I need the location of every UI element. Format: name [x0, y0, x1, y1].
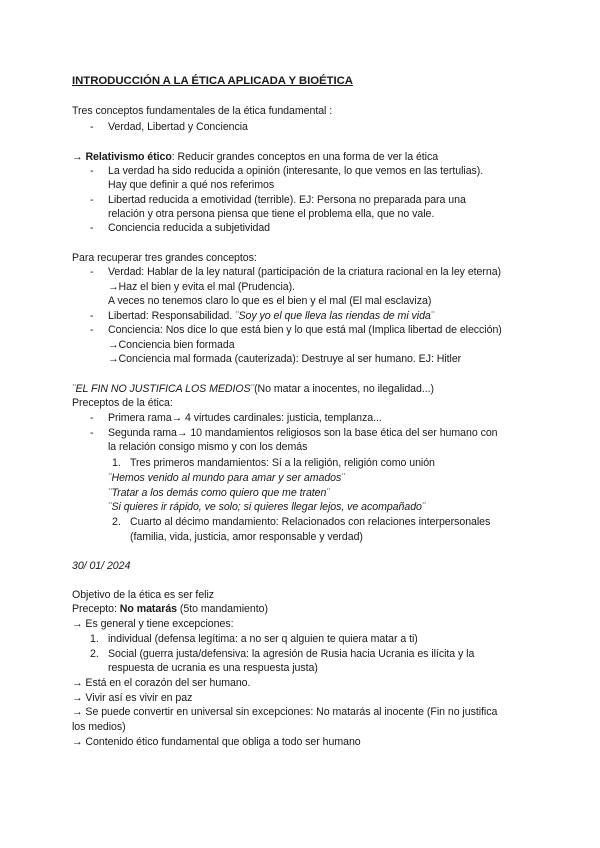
sec5-num2-b: respuesta de ucrania es una respuesta justa) [108, 662, 318, 674]
libertad-quote: ¨Soy yo el que lleva las riendas de mi vida¨ [235, 310, 435, 322]
sec5-line1: Objetivo de la ética es ser feliz [72, 589, 215, 601]
sec3-intro: Para recuperar tres grandes conceptos: [72, 252, 257, 264]
list-number: 2. [90, 648, 99, 660]
bullet-dash: - [90, 324, 94, 336]
sec4-num2-b: (familia, vida, justicia, amor responsable y verdad) [130, 531, 363, 543]
sec5-line6-b: los medios) [72, 721, 126, 733]
bullet-dash: - [90, 194, 94, 206]
sec4-bullet2-a: Segunda rama→ 10 mandamientos religiosos son la base ética del ser humano con [108, 427, 498, 439]
sec1-item: Verdad, Libertad y Conciencia [108, 121, 248, 133]
sec5-line6-a: → Se puede convertir en universal sin excepciones: No matarás al inocente (Fin no justifica [72, 706, 498, 718]
sec5-num1: individual (defensa legítima: a no ser q alguien te quiera matar a ti) [108, 633, 418, 645]
document-title: INTRODUCCIÓN A LA ÉTICA APLICADA Y BIOÉTICA [72, 75, 353, 87]
fin-medios-line [72, 382, 434, 396]
sec4-num1: Tres primeros mandamientos: Sí a la religión, religión como unión [130, 457, 435, 469]
sec4-bullet1: Primera rama→ 4 virtudes cardinales: justicia, templanza... [108, 412, 382, 424]
no-mataras: No matarás [119, 603, 177, 615]
sec4-intro: Preceptos de la ética: [72, 397, 173, 409]
sec3-bullet1-b: →Haz el bien y evita el mal (Prudencia). [108, 281, 296, 293]
fin-medios-quote: ¨EL FIN NO JUSTIFICA LOS MEDIOS¨ [72, 383, 255, 395]
sec4-bullet2-b: la relación consigo mismo y con los demás [108, 441, 308, 453]
bullet-dash: - [90, 412, 94, 424]
quote-traten: ¨Tratar a los demás como quiero que me traten¨ [108, 487, 330, 499]
sec4-num2-a: Cuarto al décimo mandamiento: Relacionados con relaciones interpersonales [130, 516, 491, 528]
list-number: 2. [112, 516, 121, 528]
sec2-bullet2-b: relación y otra persona piensa que tiene el problema ella, que no vale. [108, 208, 435, 220]
bullet-dash: - [90, 310, 94, 322]
list-number: 1. [112, 457, 121, 469]
sec5-line3: → Es general y tiene excepciones: [72, 618, 234, 630]
sec3-bullet3-a: Conciencia: Nos dice lo que está bien y lo que está mal (Implica libertad de elección) [108, 324, 502, 336]
sec5-num2-a: Social (guerra justa/defensiva: la agresión de Rusia hacia Ucrania es ilícita y la [108, 648, 475, 660]
bullet-dash: - [90, 222, 94, 234]
relativism-def: : Reducir grandes conceptos en una forma de ver la ética [171, 151, 439, 163]
sec5-line5: → Vivir así es vivir en paz [72, 692, 193, 704]
relativism-term: Relativismo ético [85, 151, 172, 163]
bullet-dash: - [90, 165, 94, 177]
sec2-bullet1-b: Hay que definir a qué nos referimos [108, 179, 275, 191]
sec3-bullet3-b: →Conciencia bien formada [108, 339, 235, 351]
quote-amados: ¨Hemos venido al mundo para amar y ser amados¨ [108, 472, 345, 484]
bullet-dash: - [90, 266, 94, 278]
sec3-bullet1-c: A veces no tenemos claro lo que es el bien y el mal (El mal esclaviza) [108, 295, 432, 307]
sec5-precepto [72, 602, 268, 616]
list-number: 1. [90, 633, 99, 645]
libertad-label: Libertad: Responsabilidad. [108, 310, 236, 322]
bullet-dash: - [90, 121, 94, 133]
date-heading: 30/ 01/ 2024 [72, 560, 131, 572]
relativism-line [72, 150, 438, 164]
sec2-bullet3: Conciencia reducida a subjetividad [108, 222, 271, 234]
sec5-line4: → Está en el corazón del ser humano. [72, 677, 251, 689]
sec1-intro: Tres conceptos fundamentales de la ética fundamental : [72, 105, 333, 117]
precepto-label: Precepto: [72, 603, 120, 615]
bullet-dash: - [90, 427, 94, 439]
sec3-bullet2 [108, 309, 434, 323]
sec5-line7: → Contenido ético fundamental que obliga a todo ser humano [72, 736, 361, 748]
sec3-bullet1-a: Verdad: Hablar de la ley natural (participación de la criatura racional en la ley eterna) [108, 266, 502, 278]
sec3-bullet3-c: →Conciencia mal formada (cauterizada): Destruye al ser humano. EJ: Hitler [108, 353, 462, 365]
sec2-bullet1-a: La verdad ha sido reducida a opinión (interesante, lo que vemos en las tertulias). [108, 165, 484, 177]
arrow-icon: → [72, 151, 83, 163]
precepto-note: (5to mandamiento) [177, 603, 268, 615]
sec2-bullet2-a: Libertad reducida a emotividad (terrible). EJ: Persona no preparada para una [108, 194, 466, 206]
fin-medios-rest: (No matar a inocentes, no ilegalidad...) [254, 383, 435, 395]
quote-acompanado: ¨Si quieres ir rápido, ve solo; si quieres llegar lejos, ve acompañado¨ [108, 501, 426, 513]
